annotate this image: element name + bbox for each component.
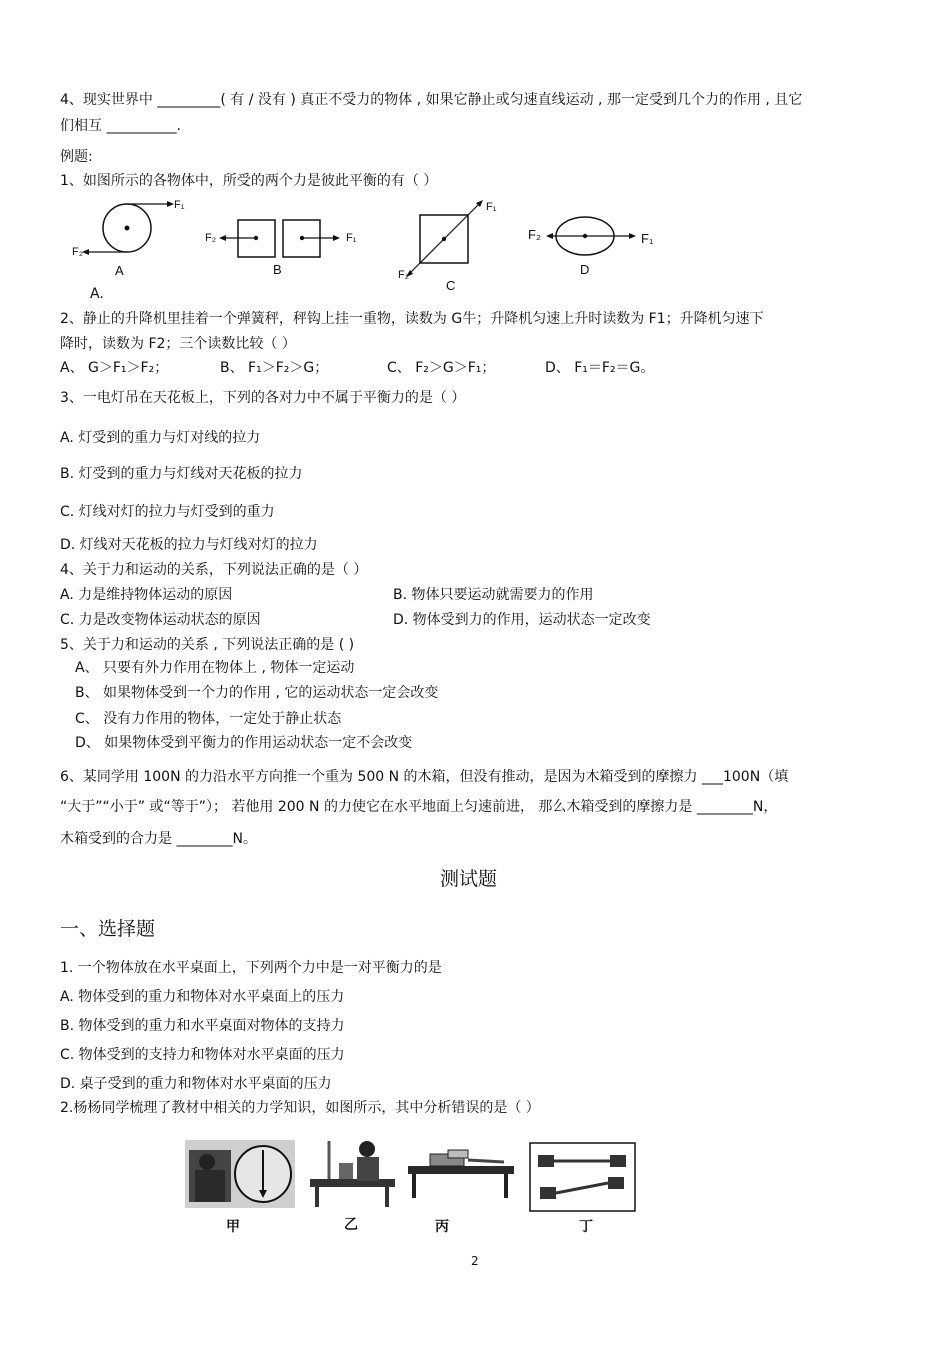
figure-a-label-f1: F₁ — [174, 199, 185, 211]
figure-d-label-f2: F₂ — [528, 227, 541, 242]
figure-c-caption: C — [446, 278, 456, 293]
picture-caption-jia: 甲 — [226, 1219, 240, 1235]
test-q2-stem: 2.杨杨同学梳理了教材中相关的力学知识，如图所示，其中分析错误的是（ ） — [60, 1100, 540, 1116]
example-q2-line1: 2、静止的升降机里挂着一个弹簧秤，秤钩上挂一重物，读数为 G牛；升降机匀速上升时读数为 F1；升降机匀速下 — [60, 311, 764, 327]
test-q1-option-b: B. 物体受到的重力和水平桌面对物体的支持力 — [60, 1018, 345, 1034]
picture-yi — [305, 1135, 400, 1210]
figure-b-label-f1: F₁ — [346, 232, 357, 244]
example-q2-line2: 降时，读数为 F2；三个读数比较（ ） — [60, 336, 296, 352]
figure-a-diagram — [70, 195, 190, 280]
picture-caption-ding: 丁 — [579, 1219, 593, 1235]
example-q3-option-b: B. 灯受到的重力与灯线对天花板的拉力 — [60, 466, 303, 482]
example-q5-stem: 5、关于力和运动的关系 , 下列说法正确的是 ( ) — [60, 637, 355, 653]
example-q4-stem: 4、关于力和运动的关系，下列说法正确的是（ ） — [60, 562, 368, 578]
figure-b-diagram — [210, 215, 350, 265]
examples-heading: 例题: — [60, 149, 93, 165]
example-q2-option-d: D、 F₁＝F₂＝G。 — [545, 360, 655, 376]
example-q5-option-d: D、 如果物体受到平衡力的作用运动状态一定不会改变 — [75, 735, 413, 751]
test-q1-stem: 1. 一个物体放在水平桌面上，下列两个力中是一对平衡力的是 — [60, 960, 442, 976]
page-number: 2 — [471, 1254, 479, 1268]
figure-c-label-f2: F₂ — [398, 269, 409, 281]
figure-b-caption: B — [273, 262, 282, 277]
test-q1-option-d: D. 桌子受到的重力和物体对水平桌面的压力 — [60, 1076, 332, 1092]
example-q6-line1: 6、某同学用 100N 的力沿水平方向推一个重为 500 N 的木箱，但没有推动，是因为木箱受到的摩擦力 ___100N（填 — [60, 769, 789, 785]
figure-a-label-f2: F₂ — [72, 246, 83, 258]
example-q3-option-a: A. 灯受到的重力与灯对线的拉力 — [60, 430, 261, 446]
example-q6-line2: “大于”“小于” 或“等于”）； 若他用 200 N 的力使它在水平地面上匀速前进， 那么木箱受到的摩擦力是 ________N， — [60, 799, 778, 815]
picture-jia — [185, 1140, 295, 1208]
example-q3-option-c: C. 灯线对灯的拉力与灯受到的重力 — [60, 504, 275, 520]
figure-c-label-f1: F₁ — [486, 201, 497, 213]
example-q2-option-b: B、 F₁＞F₂＞G； — [220, 360, 329, 376]
picture-ding — [530, 1143, 635, 1211]
example-q1-stem: 1、如图所示的各物体中，所受的两个力是彼此平衡的有（ ） — [60, 173, 438, 189]
example-q2-option-c: C、 F₂＞G＞F₁； — [387, 360, 496, 376]
test-title: 测试题 — [440, 868, 498, 890]
intro-q4-line2: 们相互 __________. — [60, 118, 181, 134]
intro-q4-line1: 4、现实世界中 _________( 有 / 没有 ) 真正不受力的物体 , 如果它静止或匀速直线运动 , 那一定受到几个力的作用 , 且它 — [60, 92, 803, 108]
picture-caption-bing: 丙 — [435, 1219, 449, 1235]
example-q3-option-d: D. 灯线对天花板的拉力与灯线对灯的拉力 — [60, 537, 318, 553]
example-q5-option-b: B、 如果物体受到一个力的作用 , 它的运动状态一定会改变 — [75, 685, 439, 701]
example-q6-line3: 木箱受到的合力是 ________N。 — [60, 831, 257, 847]
example-q4-option-c: C. 力是改变物体运动状态的原因 — [60, 612, 261, 628]
figure-b-label-f2: F₂ — [205, 232, 216, 244]
example-q2-option-a: A、 G＞F₁＞F₂； — [60, 360, 169, 376]
example-q3-stem: 3、一电灯吊在天花板上，下列的各对力中不属于平衡力的是（ ） — [60, 390, 466, 406]
test-q1-option-c: C. 物体受到的支持力和物体对水平桌面的压力 — [60, 1047, 345, 1063]
example-q1-answer: A. — [90, 286, 104, 302]
picture-caption-yi: 乙 — [344, 1217, 358, 1233]
example-q5-option-c: C、 没有力作用的物体，一定处于静止状态 — [75, 711, 342, 727]
section-heading: 一、选择题 — [60, 918, 156, 940]
example-q5-option-a: A、 只要有外力作用在物体上 , 物体一定运动 — [75, 660, 355, 676]
example-q4-option-b: B. 物体只要运动就需要力的作用 — [393, 587, 594, 603]
example-q4-option-d: D. 物体受到力的作用，运动状态一定改变 — [393, 612, 651, 628]
test-q1-option-a: A. 物体受到的重力和物体对水平桌面上的压力 — [60, 989, 345, 1005]
example-q4-option-a: A. 力是维持物体运动的原因 — [60, 587, 233, 603]
figure-d-label-f1: F₁ — [641, 231, 654, 246]
figure-c-diagram — [400, 195, 500, 285]
figure-a-caption: A — [115, 263, 124, 278]
figure-d-caption: D — [580, 262, 590, 277]
picture-bing — [408, 1150, 518, 1200]
